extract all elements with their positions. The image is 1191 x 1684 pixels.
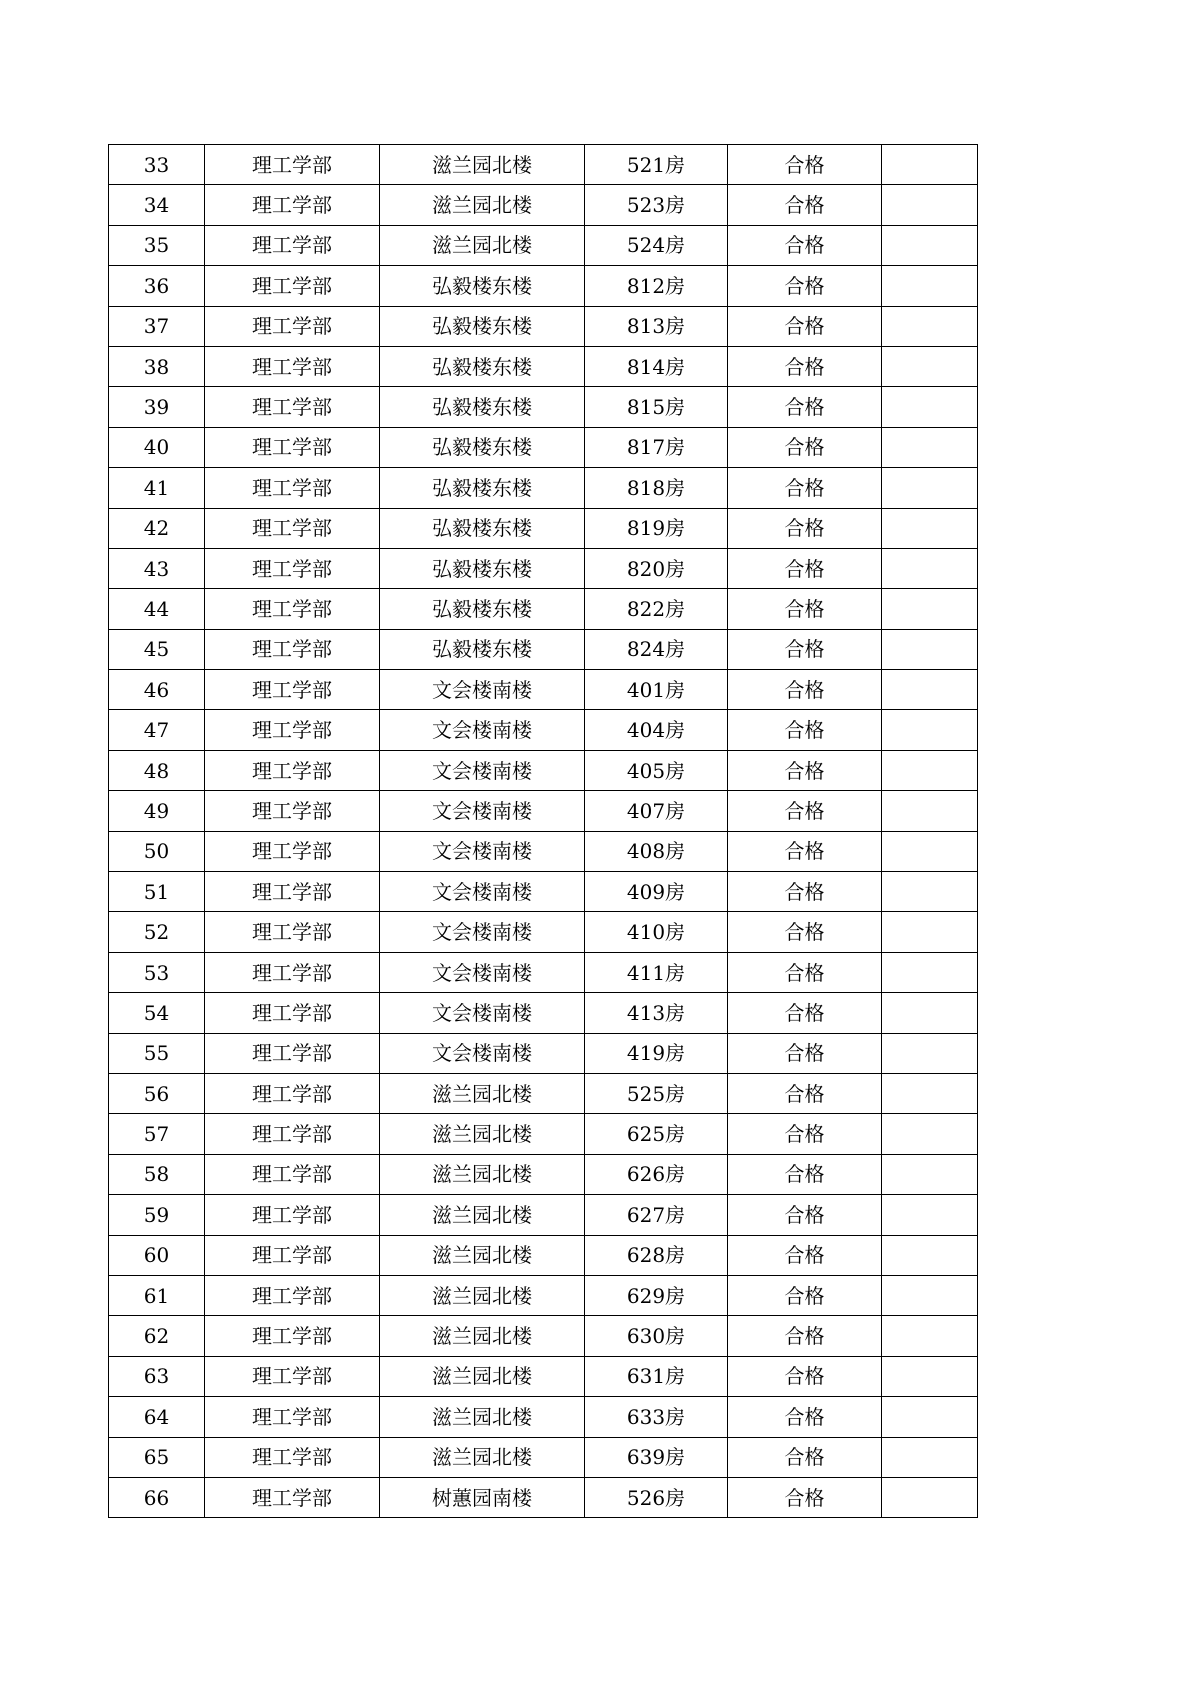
- building-cell: 滋兰园北楼: [380, 1195, 585, 1235]
- department-cell: 理工学部: [205, 468, 380, 508]
- row-number-cell: 42: [109, 508, 205, 548]
- department-cell: 理工学部: [205, 589, 380, 629]
- room-cell: 812房: [585, 266, 728, 306]
- room-cell: 629房: [585, 1275, 728, 1315]
- row-number-cell: 41: [109, 468, 205, 508]
- result-cell: 合格: [728, 1033, 882, 1073]
- note-cell: [882, 145, 978, 185]
- building-cell: 文会楼南楼: [380, 831, 585, 871]
- note-cell: [882, 225, 978, 265]
- result-cell: 合格: [728, 1073, 882, 1113]
- department-cell: 理工学部: [205, 1316, 380, 1356]
- table-row: [109, 1356, 978, 1396]
- result-cell: 合格: [728, 1275, 882, 1315]
- result-cell: 合格: [728, 589, 882, 629]
- note-cell: [882, 872, 978, 912]
- result-cell: 合格: [728, 710, 882, 750]
- row-number-cell: 36: [109, 266, 205, 306]
- table-row: [109, 1073, 978, 1113]
- department-cell: 理工学部: [205, 1437, 380, 1477]
- room-cell: 639房: [585, 1437, 728, 1477]
- table-row: [109, 306, 978, 346]
- room-cell: 633房: [585, 1397, 728, 1437]
- building-cell: 树蕙园南楼: [380, 1477, 585, 1517]
- department-cell: 理工学部: [205, 548, 380, 588]
- row-number-cell: 50: [109, 831, 205, 871]
- building-cell: 滋兰园北楼: [380, 1437, 585, 1477]
- building-cell: 滋兰园北楼: [380, 145, 585, 185]
- row-number-cell: 62: [109, 1316, 205, 1356]
- result-cell: 合格: [728, 1154, 882, 1194]
- row-number-cell: 46: [109, 670, 205, 710]
- result-cell: 合格: [728, 952, 882, 992]
- note-cell: [882, 993, 978, 1033]
- room-cell: 405房: [585, 750, 728, 790]
- room-cell: 824房: [585, 629, 728, 669]
- building-cell: 滋兰园北楼: [380, 1235, 585, 1275]
- room-cell: 523房: [585, 185, 728, 225]
- row-number-cell: 40: [109, 427, 205, 467]
- table-row: [109, 993, 978, 1033]
- table-row: [109, 710, 978, 750]
- department-cell: 理工学部: [205, 1356, 380, 1396]
- result-cell: 合格: [728, 1235, 882, 1275]
- building-cell: 滋兰园北楼: [380, 1397, 585, 1437]
- result-cell: 合格: [728, 629, 882, 669]
- result-cell: 合格: [728, 548, 882, 588]
- room-cell: 822房: [585, 589, 728, 629]
- room-cell: 820房: [585, 548, 728, 588]
- row-number-cell: 57: [109, 1114, 205, 1154]
- note-cell: [882, 1235, 978, 1275]
- room-cell: 628房: [585, 1235, 728, 1275]
- note-cell: [882, 346, 978, 386]
- result-cell: 合格: [728, 670, 882, 710]
- department-cell: 理工学部: [205, 670, 380, 710]
- building-cell: 弘毅楼东楼: [380, 306, 585, 346]
- table-row: [109, 225, 978, 265]
- room-cell: 410房: [585, 912, 728, 952]
- room-cell: 814房: [585, 346, 728, 386]
- building-cell: 文会楼南楼: [380, 1033, 585, 1073]
- row-number-cell: 56: [109, 1073, 205, 1113]
- table-row: [109, 589, 978, 629]
- note-cell: [882, 710, 978, 750]
- result-cell: 合格: [728, 508, 882, 548]
- building-cell: 滋兰园北楼: [380, 1114, 585, 1154]
- department-cell: 理工学部: [205, 508, 380, 548]
- row-number-cell: 43: [109, 548, 205, 588]
- result-cell: 合格: [728, 387, 882, 427]
- result-cell: 合格: [728, 831, 882, 871]
- building-cell: 弘毅楼东楼: [380, 548, 585, 588]
- department-cell: 理工学部: [205, 791, 380, 831]
- building-cell: 弘毅楼东楼: [380, 387, 585, 427]
- building-cell: 滋兰园北楼: [380, 1154, 585, 1194]
- row-number-cell: 54: [109, 993, 205, 1033]
- room-cell: 407房: [585, 791, 728, 831]
- row-number-cell: 49: [109, 791, 205, 831]
- room-cell: 627房: [585, 1195, 728, 1235]
- room-cell: 526房: [585, 1477, 728, 1517]
- row-number-cell: 45: [109, 629, 205, 669]
- row-number-cell: 52: [109, 912, 205, 952]
- table-row: [109, 387, 978, 427]
- result-cell: 合格: [728, 346, 882, 386]
- department-cell: 理工学部: [205, 831, 380, 871]
- room-cell: 817房: [585, 427, 728, 467]
- row-number-cell: 65: [109, 1437, 205, 1477]
- building-cell: 弘毅楼东楼: [380, 629, 585, 669]
- department-cell: 理工学部: [205, 993, 380, 1033]
- table-body: [109, 145, 978, 1518]
- building-cell: 文会楼南楼: [380, 952, 585, 992]
- result-cell: 合格: [728, 1195, 882, 1235]
- note-cell: [882, 791, 978, 831]
- building-cell: 滋兰园北楼: [380, 1316, 585, 1356]
- result-cell: 合格: [728, 1437, 882, 1477]
- room-cell: 525房: [585, 1073, 728, 1113]
- table-row: [109, 548, 978, 588]
- note-cell: [882, 1397, 978, 1437]
- room-cell: 625房: [585, 1114, 728, 1154]
- room-cell: 413房: [585, 993, 728, 1033]
- building-cell: 弘毅楼东楼: [380, 346, 585, 386]
- note-cell: [882, 266, 978, 306]
- room-cell: 818房: [585, 468, 728, 508]
- building-cell: 弘毅楼东楼: [380, 468, 585, 508]
- result-cell: 合格: [728, 1477, 882, 1517]
- row-number-cell: 63: [109, 1356, 205, 1396]
- row-number-cell: 38: [109, 346, 205, 386]
- row-number-cell: 59: [109, 1195, 205, 1235]
- department-cell: 理工学部: [205, 225, 380, 265]
- table-row: [109, 145, 978, 185]
- table-row: [109, 670, 978, 710]
- result-cell: 合格: [728, 306, 882, 346]
- result-cell: 合格: [728, 1114, 882, 1154]
- building-cell: 文会楼南楼: [380, 750, 585, 790]
- table-row: [109, 952, 978, 992]
- room-cell: 815房: [585, 387, 728, 427]
- building-cell: 弘毅楼东楼: [380, 589, 585, 629]
- table-row: [109, 1195, 978, 1235]
- building-cell: 滋兰园北楼: [380, 225, 585, 265]
- note-cell: [882, 1316, 978, 1356]
- row-number-cell: 34: [109, 185, 205, 225]
- note-cell: [882, 750, 978, 790]
- department-cell: 理工学部: [205, 306, 380, 346]
- note-cell: [882, 952, 978, 992]
- room-cell: 819房: [585, 508, 728, 548]
- result-cell: 合格: [728, 468, 882, 508]
- table-row: [109, 629, 978, 669]
- note-cell: [882, 1073, 978, 1113]
- department-cell: 理工学部: [205, 1154, 380, 1194]
- table-row: [109, 872, 978, 912]
- building-cell: 滋兰园北楼: [380, 1073, 585, 1113]
- table-row: [109, 750, 978, 790]
- result-cell: 合格: [728, 185, 882, 225]
- department-cell: 理工学部: [205, 1073, 380, 1113]
- row-number-cell: 48: [109, 750, 205, 790]
- building-cell: 文会楼南楼: [380, 710, 585, 750]
- table-row: [109, 1235, 978, 1275]
- row-number-cell: 44: [109, 589, 205, 629]
- row-number-cell: 53: [109, 952, 205, 992]
- department-cell: 理工学部: [205, 629, 380, 669]
- table-row: [109, 427, 978, 467]
- note-cell: [882, 589, 978, 629]
- note-cell: [882, 508, 978, 548]
- room-cell: 521房: [585, 145, 728, 185]
- table-row: [109, 912, 978, 952]
- table-row: [109, 508, 978, 548]
- department-cell: 理工学部: [205, 145, 380, 185]
- department-cell: 理工学部: [205, 266, 380, 306]
- building-cell: 滋兰园北楼: [380, 1275, 585, 1315]
- room-cell: 401房: [585, 670, 728, 710]
- row-number-cell: 66: [109, 1477, 205, 1517]
- room-cell: 419房: [585, 1033, 728, 1073]
- table-row: [109, 1477, 978, 1517]
- department-cell: 理工学部: [205, 427, 380, 467]
- department-cell: 理工学部: [205, 912, 380, 952]
- note-cell: [882, 306, 978, 346]
- table-row: [109, 791, 978, 831]
- row-number-cell: 37: [109, 306, 205, 346]
- note-cell: [882, 670, 978, 710]
- note-cell: [882, 1477, 978, 1517]
- room-cell: 626房: [585, 1154, 728, 1194]
- building-cell: 弘毅楼东楼: [380, 427, 585, 467]
- note-cell: [882, 1195, 978, 1235]
- row-number-cell: 55: [109, 1033, 205, 1073]
- department-cell: 理工学部: [205, 185, 380, 225]
- table-row: [109, 1397, 978, 1437]
- note-cell: [882, 1356, 978, 1396]
- room-cell: 411房: [585, 952, 728, 992]
- department-cell: 理工学部: [205, 710, 380, 750]
- building-cell: 文会楼南楼: [380, 791, 585, 831]
- table-row: [109, 831, 978, 871]
- department-cell: 理工学部: [205, 1033, 380, 1073]
- result-cell: 合格: [728, 1397, 882, 1437]
- result-cell: 合格: [728, 427, 882, 467]
- note-cell: [882, 427, 978, 467]
- note-cell: [882, 1033, 978, 1073]
- note-cell: [882, 185, 978, 225]
- department-cell: 理工学部: [205, 387, 380, 427]
- table-row: [109, 1437, 978, 1477]
- note-cell: [882, 387, 978, 427]
- table-row: [109, 1154, 978, 1194]
- row-number-cell: 51: [109, 872, 205, 912]
- row-number-cell: 61: [109, 1275, 205, 1315]
- row-number-cell: 60: [109, 1235, 205, 1275]
- result-cell: 合格: [728, 266, 882, 306]
- row-number-cell: 33: [109, 145, 205, 185]
- room-cell: 630房: [585, 1316, 728, 1356]
- department-cell: 理工学部: [205, 750, 380, 790]
- department-cell: 理工学部: [205, 952, 380, 992]
- building-cell: 滋兰园北楼: [380, 185, 585, 225]
- department-cell: 理工学部: [205, 1114, 380, 1154]
- room-cell: 524房: [585, 225, 728, 265]
- building-cell: 文会楼南楼: [380, 912, 585, 952]
- inspection-table: [108, 144, 978, 1518]
- department-cell: 理工学部: [205, 1275, 380, 1315]
- result-cell: 合格: [728, 750, 882, 790]
- room-cell: 409房: [585, 872, 728, 912]
- note-cell: [882, 1114, 978, 1154]
- room-cell: 408房: [585, 831, 728, 871]
- note-cell: [882, 629, 978, 669]
- note-cell: [882, 548, 978, 588]
- note-cell: [882, 1154, 978, 1194]
- building-cell: 文会楼南楼: [380, 670, 585, 710]
- table-row: [109, 468, 978, 508]
- table-row: [109, 185, 978, 225]
- result-cell: 合格: [728, 872, 882, 912]
- row-number-cell: 47: [109, 710, 205, 750]
- table-row: [109, 1114, 978, 1154]
- table-row: [109, 1033, 978, 1073]
- department-cell: 理工学部: [205, 1397, 380, 1437]
- building-cell: 滋兰园北楼: [380, 1356, 585, 1396]
- building-cell: 文会楼南楼: [380, 993, 585, 1033]
- table-row: [109, 346, 978, 386]
- department-cell: 理工学部: [205, 346, 380, 386]
- note-cell: [882, 831, 978, 871]
- building-cell: 弘毅楼东楼: [380, 266, 585, 306]
- result-cell: 合格: [728, 225, 882, 265]
- room-cell: 813房: [585, 306, 728, 346]
- result-cell: 合格: [728, 1356, 882, 1396]
- building-cell: 文会楼南楼: [380, 872, 585, 912]
- department-cell: 理工学部: [205, 1195, 380, 1235]
- note-cell: [882, 1437, 978, 1477]
- result-cell: 合格: [728, 145, 882, 185]
- room-cell: 404房: [585, 710, 728, 750]
- department-cell: 理工学部: [205, 1235, 380, 1275]
- note-cell: [882, 468, 978, 508]
- table-row: [109, 266, 978, 306]
- table-row: [109, 1316, 978, 1356]
- result-cell: 合格: [728, 993, 882, 1033]
- department-cell: 理工学部: [205, 1477, 380, 1517]
- note-cell: [882, 912, 978, 952]
- row-number-cell: 64: [109, 1397, 205, 1437]
- note-cell: [882, 1275, 978, 1315]
- table-row: [109, 1275, 978, 1315]
- row-number-cell: 58: [109, 1154, 205, 1194]
- row-number-cell: 35: [109, 225, 205, 265]
- room-cell: 631房: [585, 1356, 728, 1396]
- result-cell: 合格: [728, 1316, 882, 1356]
- result-cell: 合格: [728, 912, 882, 952]
- row-number-cell: 39: [109, 387, 205, 427]
- department-cell: 理工学部: [205, 872, 380, 912]
- result-cell: 合格: [728, 791, 882, 831]
- building-cell: 弘毅楼东楼: [380, 508, 585, 548]
